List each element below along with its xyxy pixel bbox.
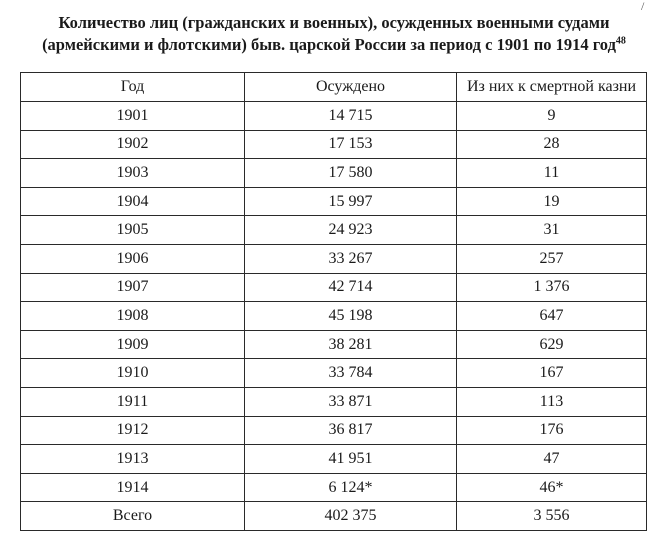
year-cell: 1906 xyxy=(21,244,245,273)
table-row xyxy=(21,130,647,159)
executions-cell: 647 xyxy=(457,302,647,331)
year-cell: 1908 xyxy=(21,302,245,331)
year-cell: 1904 xyxy=(21,187,245,216)
executions-cell: 113 xyxy=(457,387,647,416)
convicted-cell: 15 997 xyxy=(245,187,457,216)
table-row xyxy=(21,187,647,216)
header-year: Год xyxy=(21,73,245,102)
title-line-1: Количество лиц (гражданских и военных), осужденных военными судами xyxy=(58,13,610,32)
convicted-cell: 24 923 xyxy=(245,216,457,245)
executions-cell: 257 xyxy=(457,244,647,273)
sentences-table xyxy=(20,72,647,531)
convicted-cell: 42 714 xyxy=(245,273,457,302)
header-executions: Из них к смертной казни xyxy=(457,73,647,102)
title-line-2: (армейскими и флотскими) быв. царской России за период с 1901 по 1914 год xyxy=(42,35,616,54)
executions-cell: 9 xyxy=(457,102,647,131)
year-cell: 1909 xyxy=(21,330,245,359)
executions-cell: 46* xyxy=(457,473,647,502)
table-row xyxy=(21,302,647,331)
convicted-cell: 36 817 xyxy=(245,416,457,445)
year-cell: 1913 xyxy=(21,445,245,474)
header-row xyxy=(21,73,647,102)
year-cell: 1911 xyxy=(21,387,245,416)
table-row xyxy=(21,273,647,302)
executions-cell: 176 xyxy=(457,416,647,445)
convicted-cell: 402 375 xyxy=(245,502,457,531)
page-corner-mark: / xyxy=(641,0,645,13)
table-row xyxy=(21,445,647,474)
executions-cell: 3 556 xyxy=(457,502,647,531)
table-row xyxy=(21,416,647,445)
table-row xyxy=(21,216,647,245)
convicted-cell: 41 951 xyxy=(245,445,457,474)
table-row xyxy=(21,473,647,502)
table-row xyxy=(21,159,647,188)
total-row xyxy=(21,502,647,531)
convicted-cell: 14 715 xyxy=(245,102,457,131)
executions-cell: 1 376 xyxy=(457,273,647,302)
executions-cell: 31 xyxy=(457,216,647,245)
convicted-cell: 33 784 xyxy=(245,359,457,388)
executions-cell: 19 xyxy=(457,187,647,216)
convicted-cell: 38 281 xyxy=(245,330,457,359)
header-convicted: Осуждено xyxy=(245,73,457,102)
year-cell: 1914 xyxy=(21,473,245,502)
year-cell: 1902 xyxy=(21,130,245,159)
year-cell: 1903 xyxy=(21,159,245,188)
convicted-cell: 17 580 xyxy=(245,159,457,188)
executions-cell: 167 xyxy=(457,359,647,388)
executions-cell: 47 xyxy=(457,445,647,474)
year-cell: 1905 xyxy=(21,216,245,245)
table-row xyxy=(21,102,647,131)
year-cell: 1901 xyxy=(21,102,245,131)
table-row xyxy=(21,387,647,416)
executions-cell: 28 xyxy=(457,130,647,159)
convicted-cell: 45 198 xyxy=(245,302,457,331)
table-row xyxy=(21,359,647,388)
year-cell: 1912 xyxy=(21,416,245,445)
year-cell: 1910 xyxy=(21,359,245,388)
convicted-cell: 33 871 xyxy=(245,387,457,416)
table-body xyxy=(21,102,647,531)
executions-cell: 629 xyxy=(457,330,647,359)
table-title xyxy=(20,12,648,56)
convicted-cell: 6 124* xyxy=(245,473,457,502)
convicted-cell: 17 153 xyxy=(245,130,457,159)
year-cell: 1907 xyxy=(21,273,245,302)
convicted-cell: 33 267 xyxy=(245,244,457,273)
title-footnote-ref: 48 xyxy=(615,35,626,47)
year-cell: Всего xyxy=(21,502,245,531)
executions-cell: 11 xyxy=(457,159,647,188)
table-row xyxy=(21,244,647,273)
table-row xyxy=(21,330,647,359)
